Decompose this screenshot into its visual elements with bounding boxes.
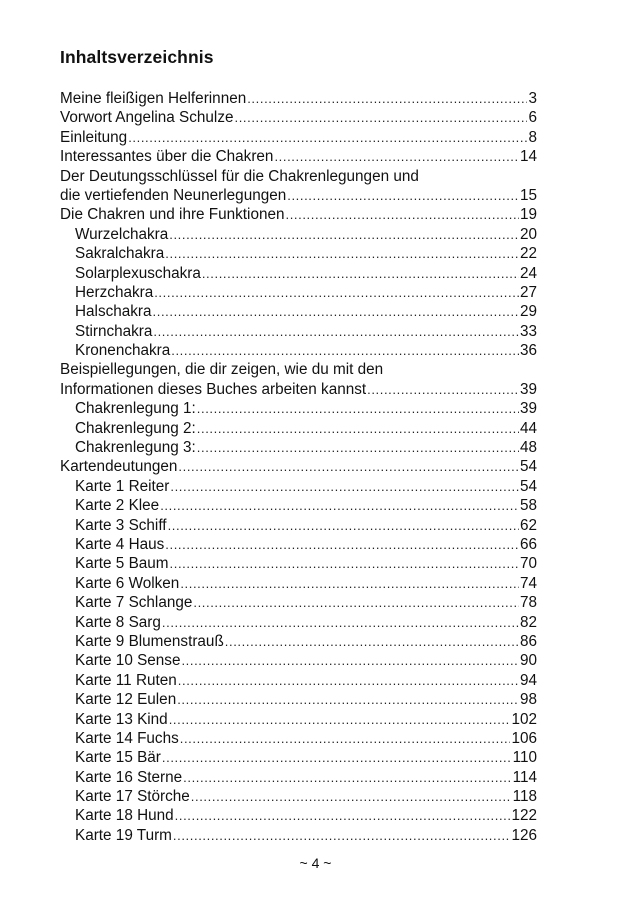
toc-entry-title: Karte 8 Sarg: [75, 613, 161, 631]
toc-leader-dots: [162, 748, 512, 767]
toc-entry-title: Karte 1 Reiter: [75, 477, 170, 495]
toc-entry-page: 78: [519, 594, 537, 612]
toc-entry[interactable]: [60, 341, 537, 360]
toc-entry-title: Halschakra: [75, 303, 152, 321]
toc-entry[interactable]: [60, 438, 537, 457]
toc-leader-dots: [169, 710, 511, 729]
toc-entry-page: 102: [511, 710, 537, 728]
toc-entry[interactable]: [60, 89, 537, 108]
toc-leader-dots: [247, 89, 527, 108]
toc-entry-page: 94: [519, 671, 537, 689]
toc-entry-title: Karte 11 Ruten: [75, 671, 177, 689]
toc-entry-title: Karte 12 Eulen: [75, 691, 177, 709]
toc-entry[interactable]: [60, 516, 537, 535]
toc-entry-title: Karte 13 Kind: [75, 710, 168, 728]
toc-entry[interactable]: [60, 826, 537, 845]
toc-entry-page: 22: [519, 245, 537, 263]
toc-entry-title: Karte 3 Schiff: [75, 516, 167, 534]
toc-entry-page: 90: [519, 652, 537, 670]
toc-entry-page: 106: [511, 729, 537, 747]
toc-entry[interactable]: [60, 651, 537, 670]
toc-entry-title: Karte 9 Blumenstrauß: [75, 632, 224, 650]
toc-entry-title: Karte 17 Störche: [75, 788, 190, 806]
toc-entry[interactable]: [60, 477, 537, 496]
toc-entry-title: Beispiellegungen, die dir zeigen, wie du mit den: [60, 361, 384, 379]
toc-entry-page: 20: [519, 225, 537, 243]
toc-entry[interactable]: [60, 806, 537, 825]
toc-entry[interactable]: [60, 128, 537, 147]
toc-entry-page: 44: [519, 419, 537, 437]
toc-entry-page: 118: [512, 788, 537, 806]
toc-leader-dots: [154, 283, 519, 302]
toc-entry[interactable]: [60, 244, 537, 263]
toc-entry-title: Karte 16 Sterne: [75, 768, 183, 786]
toc-leader-dots: [225, 632, 519, 651]
toc-entry-title: Meine fleißigen Helferinnen: [60, 90, 247, 107]
toc-entry-title: Wurzelchakra: [75, 225, 169, 243]
toc-leader-dots: [160, 496, 519, 515]
toc-entry: [60, 360, 537, 379]
toc-entry-page: 54: [519, 458, 537, 476]
table-of-contents: [60, 89, 537, 845]
toc-leader-dots: [162, 613, 519, 632]
toc-entry[interactable]: [60, 225, 537, 244]
toc-entry-page: 58: [519, 497, 537, 515]
toc-leader-dots: [274, 147, 519, 166]
toc-entry-title: Chakrenlegung 2:: [75, 419, 196, 437]
toc-entry-page: 24: [519, 264, 537, 282]
toc-entry[interactable]: [60, 748, 537, 767]
toc-entry-title: Karte 18 Hund: [75, 807, 174, 825]
toc-entry-title: Karte 2 Klee: [75, 497, 160, 515]
toc-entry[interactable]: [60, 283, 537, 302]
toc-entry-page: 54: [519, 477, 537, 495]
toc-leader-dots: [202, 264, 519, 283]
toc-entry-title: Karte 5 Baum: [75, 555, 169, 573]
toc-leader-dots: [168, 516, 519, 535]
toc-entry-title: Karte 10 Sense: [75, 652, 181, 670]
toc-entry-page: 6: [528, 109, 537, 127]
toc-leader-dots: [197, 399, 519, 418]
toc-entry-title: Vorwort Angelina Schulze: [60, 109, 234, 127]
toc-leader-dots: [165, 244, 519, 263]
toc-leader-dots: [197, 438, 519, 457]
toc-entry[interactable]: [60, 729, 537, 748]
toc-entry[interactable]: [60, 632, 537, 651]
toc-leader-dots: [170, 554, 519, 573]
toc-entry-title: Informationen dieses Buches arbeiten kannst: [60, 380, 367, 398]
toc-entry[interactable]: [60, 205, 537, 224]
toc-entry-page: 48: [519, 439, 537, 457]
toc-entry-title: Die Chakren und ihre Funktionen: [60, 206, 285, 224]
toc-entry-title: Karte 6 Wolken: [75, 574, 180, 592]
toc-entry-title: Stirnchakra: [75, 322, 153, 340]
toc-entry-page: 27: [519, 283, 537, 301]
toc-entry-title: Chakrenlegung 1:: [75, 400, 196, 418]
toc-entry[interactable]: [60, 147, 537, 166]
toc-leader-dots: [180, 574, 519, 593]
toc-entry[interactable]: [60, 554, 537, 573]
toc-entry[interactable]: [60, 690, 537, 709]
toc-leader-dots: [367, 380, 519, 399]
toc-entry[interactable]: [60, 419, 537, 438]
toc-entry[interactable]: [60, 322, 537, 341]
toc-entry-page: 3: [528, 90, 537, 107]
toc-entry[interactable]: [60, 574, 537, 593]
toc-entry-page: 39: [519, 380, 537, 398]
toc-entry[interactable]: [60, 302, 537, 321]
toc-leader-dots: [169, 225, 519, 244]
toc-entry[interactable]: [60, 710, 537, 729]
toc-leader-dots: [153, 302, 519, 321]
toc-leader-dots: [197, 419, 519, 438]
toc-entry-page: 122: [511, 807, 537, 825]
toc-leader-dots: [183, 768, 511, 787]
toc-leader-dots: [193, 593, 519, 612]
toc-entry-page: 29: [519, 303, 537, 321]
toc-entry: [60, 167, 537, 186]
toc-entry[interactable]: [60, 496, 537, 515]
toc-entry-title: die vertiefenden Neunerlegungen: [60, 186, 287, 204]
toc-entry-page: 114: [512, 768, 537, 786]
toc-entry-page: 66: [519, 535, 537, 553]
toc-entry-title: Karte 4 Haus: [75, 535, 165, 553]
toc-entry[interactable]: [60, 399, 537, 418]
toc-leader-dots: [128, 128, 527, 147]
toc-leader-dots: [177, 690, 519, 709]
toc-entry-page: 74: [519, 574, 537, 592]
toc-entry-page: 8: [528, 128, 537, 146]
toc-leader-dots: [153, 322, 519, 341]
toc-leader-dots: [171, 341, 519, 360]
toc-entry-page: 15: [519, 186, 537, 204]
toc-leader-dots: [181, 651, 519, 670]
toc-entry-page: 39: [519, 400, 537, 418]
toc-leader-dots: [178, 457, 519, 476]
toc-entry[interactable]: [60, 108, 537, 127]
toc-entry[interactable]: [60, 768, 537, 787]
toc-entry-page: 36: [519, 342, 537, 360]
toc-entry-page: 82: [519, 613, 537, 631]
toc-entry-title: Sakralchakra: [75, 245, 165, 263]
toc-entry-page: 110: [512, 749, 537, 767]
page-number: ~ 4 ~: [299, 855, 332, 871]
toc-entry-title: Karte 19 Turm: [75, 826, 172, 844]
toc-entry-page: 19: [519, 206, 537, 224]
toc-entry[interactable]: [60, 264, 537, 283]
toc-leader-dots: [178, 671, 519, 690]
toc-entry[interactable]: [60, 671, 537, 690]
toc-leader-dots: [165, 535, 519, 554]
toc-entry-page: 62: [519, 516, 537, 534]
toc-entry-title: Karte 15 Bär: [75, 749, 161, 767]
toc-entry-title: Kronenchakra: [75, 342, 171, 360]
toc-heading: Inhaltsverzeichnis: [60, 47, 214, 67]
toc-entry-page: 126: [511, 826, 537, 844]
toc-entry[interactable]: [60, 186, 537, 205]
toc-entry-page: 14: [519, 148, 537, 166]
toc-leader-dots: [287, 186, 519, 205]
toc-entry[interactable]: [60, 535, 537, 554]
toc-entry[interactable]: [60, 787, 537, 806]
toc-entry-title: Herzchakra: [75, 283, 154, 301]
toc-entry-title: Kartendeutungen: [60, 458, 178, 476]
toc-entry-title: Der Deutungsschlüssel für die Chakrenlegungen und: [60, 167, 419, 185]
toc-entry[interactable]: [60, 613, 537, 632]
toc-leader-dots: [173, 826, 511, 845]
toc-entry[interactable]: [60, 593, 537, 612]
toc-entry-title: Karte 14 Fuchs: [75, 729, 179, 747]
toc-leader-dots: [180, 729, 511, 748]
toc-entry-title: Karte 7 Schlange: [75, 594, 193, 612]
toc-entry-title: Chakrenlegung 3:: [75, 439, 196, 457]
toc-entry[interactable]: [60, 457, 537, 476]
toc-leader-dots: [234, 108, 527, 127]
toc-leader-dots: [286, 205, 519, 224]
toc-entry-page: 98: [519, 691, 537, 709]
toc-entry-page: 33: [519, 322, 537, 340]
toc-entry-title: Solarplexuschakra: [75, 264, 201, 282]
toc-entry-title: Einleitung: [60, 128, 128, 146]
toc-entry[interactable]: [60, 380, 537, 399]
toc-entry-title: Interessantes über die Chakren: [60, 148, 274, 166]
toc-entry-page: 70: [519, 555, 537, 573]
toc-leader-dots: [191, 787, 512, 806]
toc-entry-page: 86: [519, 632, 537, 650]
toc-leader-dots: [170, 477, 519, 496]
toc-leader-dots: [175, 806, 511, 825]
